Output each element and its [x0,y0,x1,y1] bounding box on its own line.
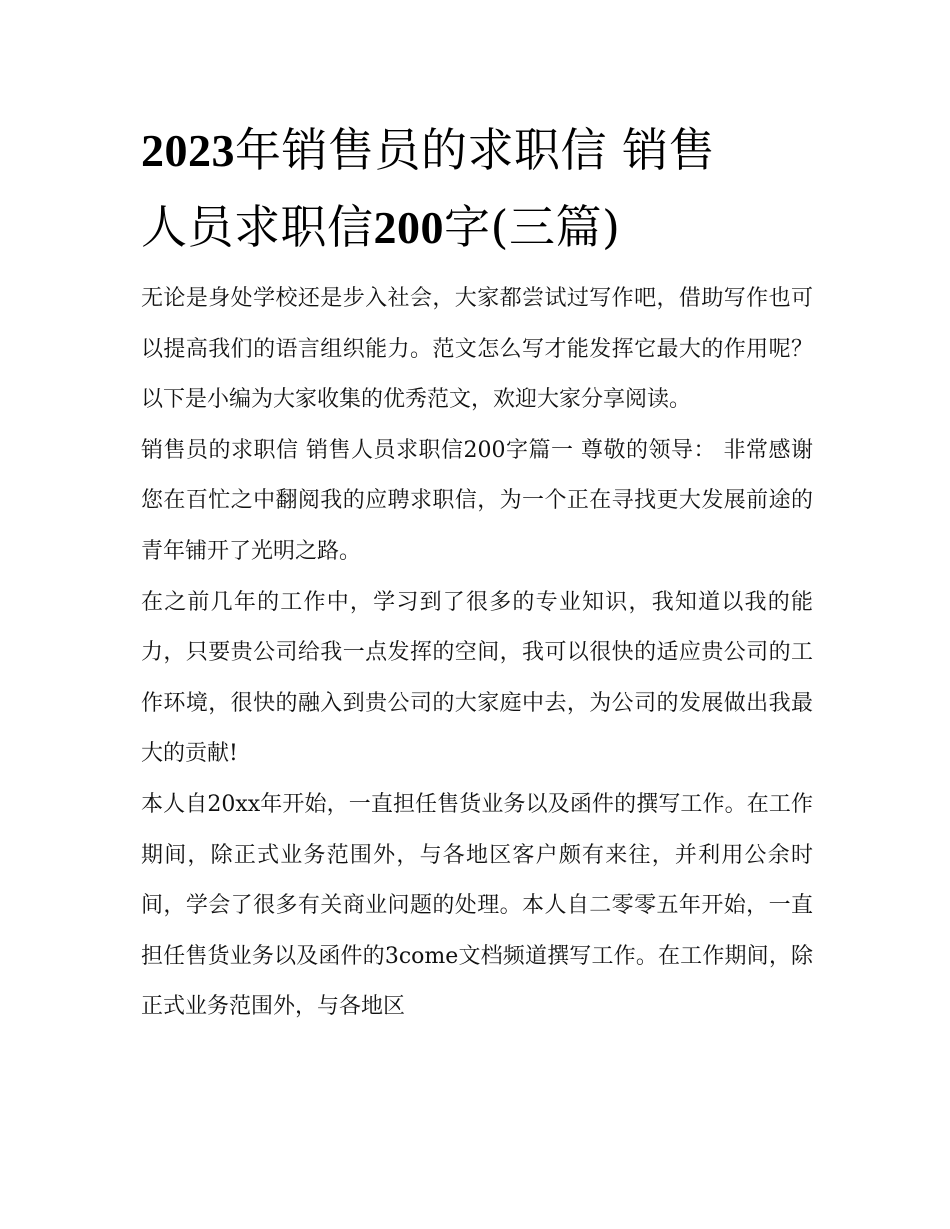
title-line2-text-a: 人员求职信 [141,200,374,254]
title-line1-text: 年销售员的求职信 销售 [235,123,716,177]
experience-paragraph: 在之前几年的工作中，学习到了很多的专业知识，我知道以我的能力，只要贵公司给我一点发挥的空间，我可以很快的适应贵公司的工作环境，很快的融入到贵公司的大家庭中去，为公司的发展做出我最大的贡献! [141,589,813,767]
work-history-paragraph: 本人自20xx年开始，一直担任售货业务以及函件的撰写工作。在工作期间，除正式业务范围外，与各地区客户颇有来往，并利用公余时间，学会了很多有关商业问题的处理。本人自二零零五年开始，一直担任售货业务以及函件的3come文档频道撰写工作。在工作期间，除正式业务范围外，与各地区 [141,791,813,1020]
intro-paragraph: 无论是身处学校还是步入社会，大家都尝试过写作吧，借助写作也可以提高我们的语言组织能力。范文怎么写才能发挥它最大的作用呢？以下是小编为大家收集的优秀范文，欢迎大家分享阅读。 [141,286,813,413]
document-page [141,112,813,1033]
letter-greeting-paragraph: 销售员的求职信 销售人员求职信200字篇一 尊敬的领导： 非常感谢您在百忙之中翻阅我的应聘求职信，为一个正在寻找更大发展前途的青年铺开了光明之路。 [141,437,813,564]
title-line2-text-b: 字(三篇) [444,200,621,254]
title-year: 2023 [141,125,235,176]
document-title [141,112,813,266]
title-word-count: 200 [373,202,444,253]
